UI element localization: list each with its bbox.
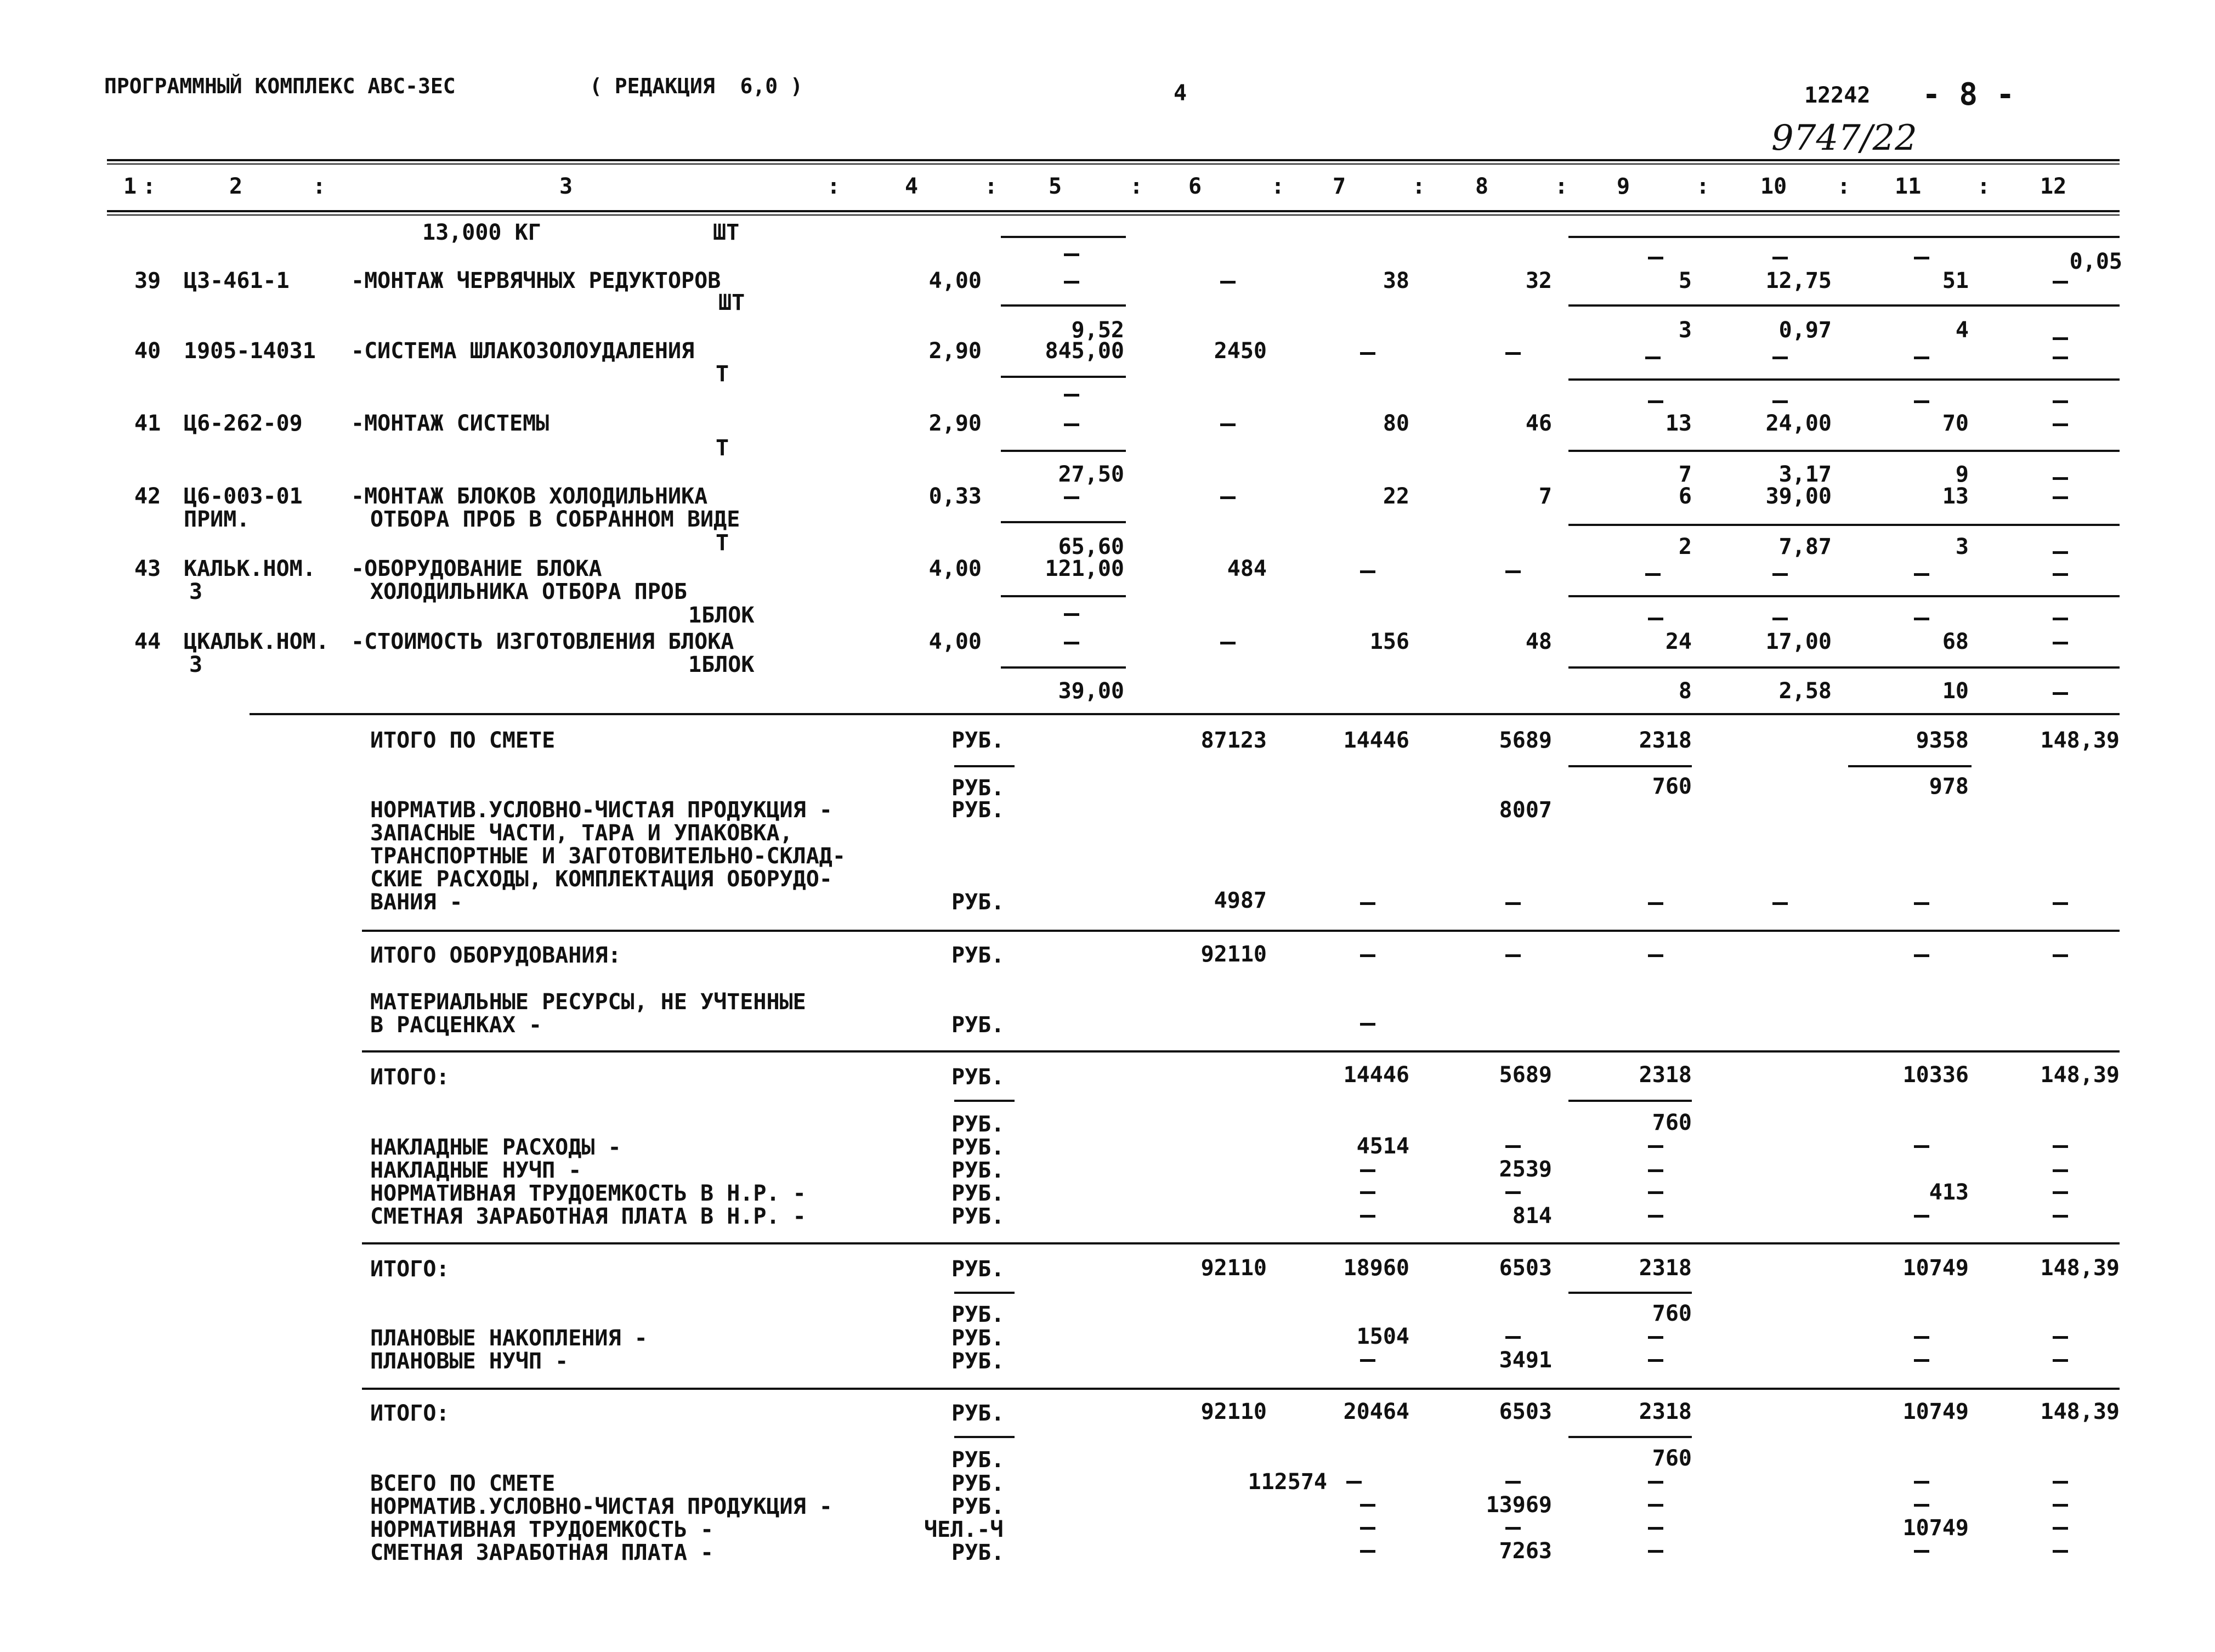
program-title: ПРОГРАММНЫЙ КОМПЛЕКС АВС-ЗЕС xyxy=(104,74,456,98)
row-code-2: 3 xyxy=(189,652,203,677)
row-code: 1905-14031 xyxy=(184,338,316,364)
row-code: Ц6-003-01 xyxy=(184,484,303,509)
col-header-12: 12 xyxy=(2040,174,2067,199)
col-header-6: 6 xyxy=(1188,174,1202,199)
col-header-1: 1 xyxy=(123,174,137,199)
summary-rule xyxy=(250,713,2120,715)
col-header-7: 7 xyxy=(1333,174,1346,199)
row-unit: 1БЛОК xyxy=(688,652,755,677)
header-rule-top xyxy=(107,159,2120,161)
col-header-11: 11 xyxy=(1895,174,1922,199)
row-number: 39 xyxy=(134,268,161,293)
document-number: 12242 xyxy=(1804,83,1871,108)
col-header-4: 4 xyxy=(905,174,919,199)
row-number: 43 xyxy=(134,556,161,581)
section-number: 4 xyxy=(1174,81,1187,106)
row-description: -СИСТЕМА ШЛАКОЗОЛОУДАЛЕНИЯ xyxy=(351,338,695,364)
row-unit: Т xyxy=(716,361,729,387)
row38-unit: ШТ xyxy=(713,220,740,245)
row-code: ЦКАЛЬК.НОМ. xyxy=(184,629,329,654)
row-unit: ШТ xyxy=(718,290,745,315)
row-unit: Т xyxy=(716,435,729,461)
row-unit: 1БЛОК xyxy=(688,603,755,628)
row-number: 42 xyxy=(134,484,161,509)
row-code-2: ПРИМ. xyxy=(184,507,250,532)
col-header-9: 9 xyxy=(1617,174,1630,199)
handwritten-number: 9747/22 xyxy=(1771,118,1917,159)
page-number: - 8 - xyxy=(1922,77,2015,112)
edition-label: ( РЕДАКЦИЯ 6,0 ) xyxy=(590,74,803,98)
row-code-2: 3 xyxy=(189,579,203,604)
row-description-2: ХОЛОДИЛЬНИКА ОТБОРА ПРОБ xyxy=(370,579,687,604)
row-description: -МОНТАЖ ЧЕРВЯЧНЫХ РЕДУКТОРОВ xyxy=(351,268,721,293)
row-description: -МОНТАЖ БЛОКОВ ХОЛОДИЛЬНИКА xyxy=(351,484,708,509)
header-rule-top-2 xyxy=(107,163,2120,165)
row-description: -СТОИМОСТЬ ИЗГОТОВЛЕНИЯ БЛОКА xyxy=(351,629,734,654)
row-code: Ц6-262-09 xyxy=(184,411,303,436)
row-description: -МОНТАЖ СИСТЕМЫ xyxy=(351,411,549,436)
row-description: -ОБОРУДОВАНИЕ БЛОКА xyxy=(351,556,602,581)
header-rule-bottom xyxy=(107,210,2120,212)
col-header-2: 2 xyxy=(229,174,243,199)
row38-quantity: 13,000 КГ xyxy=(422,220,541,245)
row-description-2: ОТБОРА ПРОБ В СОБРАННОМ ВИДЕ xyxy=(370,507,740,532)
row-number: 44 xyxy=(134,629,161,654)
col-header-8: 8 xyxy=(1475,174,1489,199)
col-header-10: 10 xyxy=(1760,174,1787,199)
row-code: КАЛЬК.НОМ. xyxy=(184,556,316,581)
col-header-3: 3 xyxy=(559,174,573,199)
row-number: 41 xyxy=(134,411,161,436)
row-code: Ц3-461-1 xyxy=(184,268,290,293)
col-header-5: 5 xyxy=(1049,174,1062,199)
row-unit: Т xyxy=(716,530,729,556)
row-number: 40 xyxy=(134,338,161,364)
